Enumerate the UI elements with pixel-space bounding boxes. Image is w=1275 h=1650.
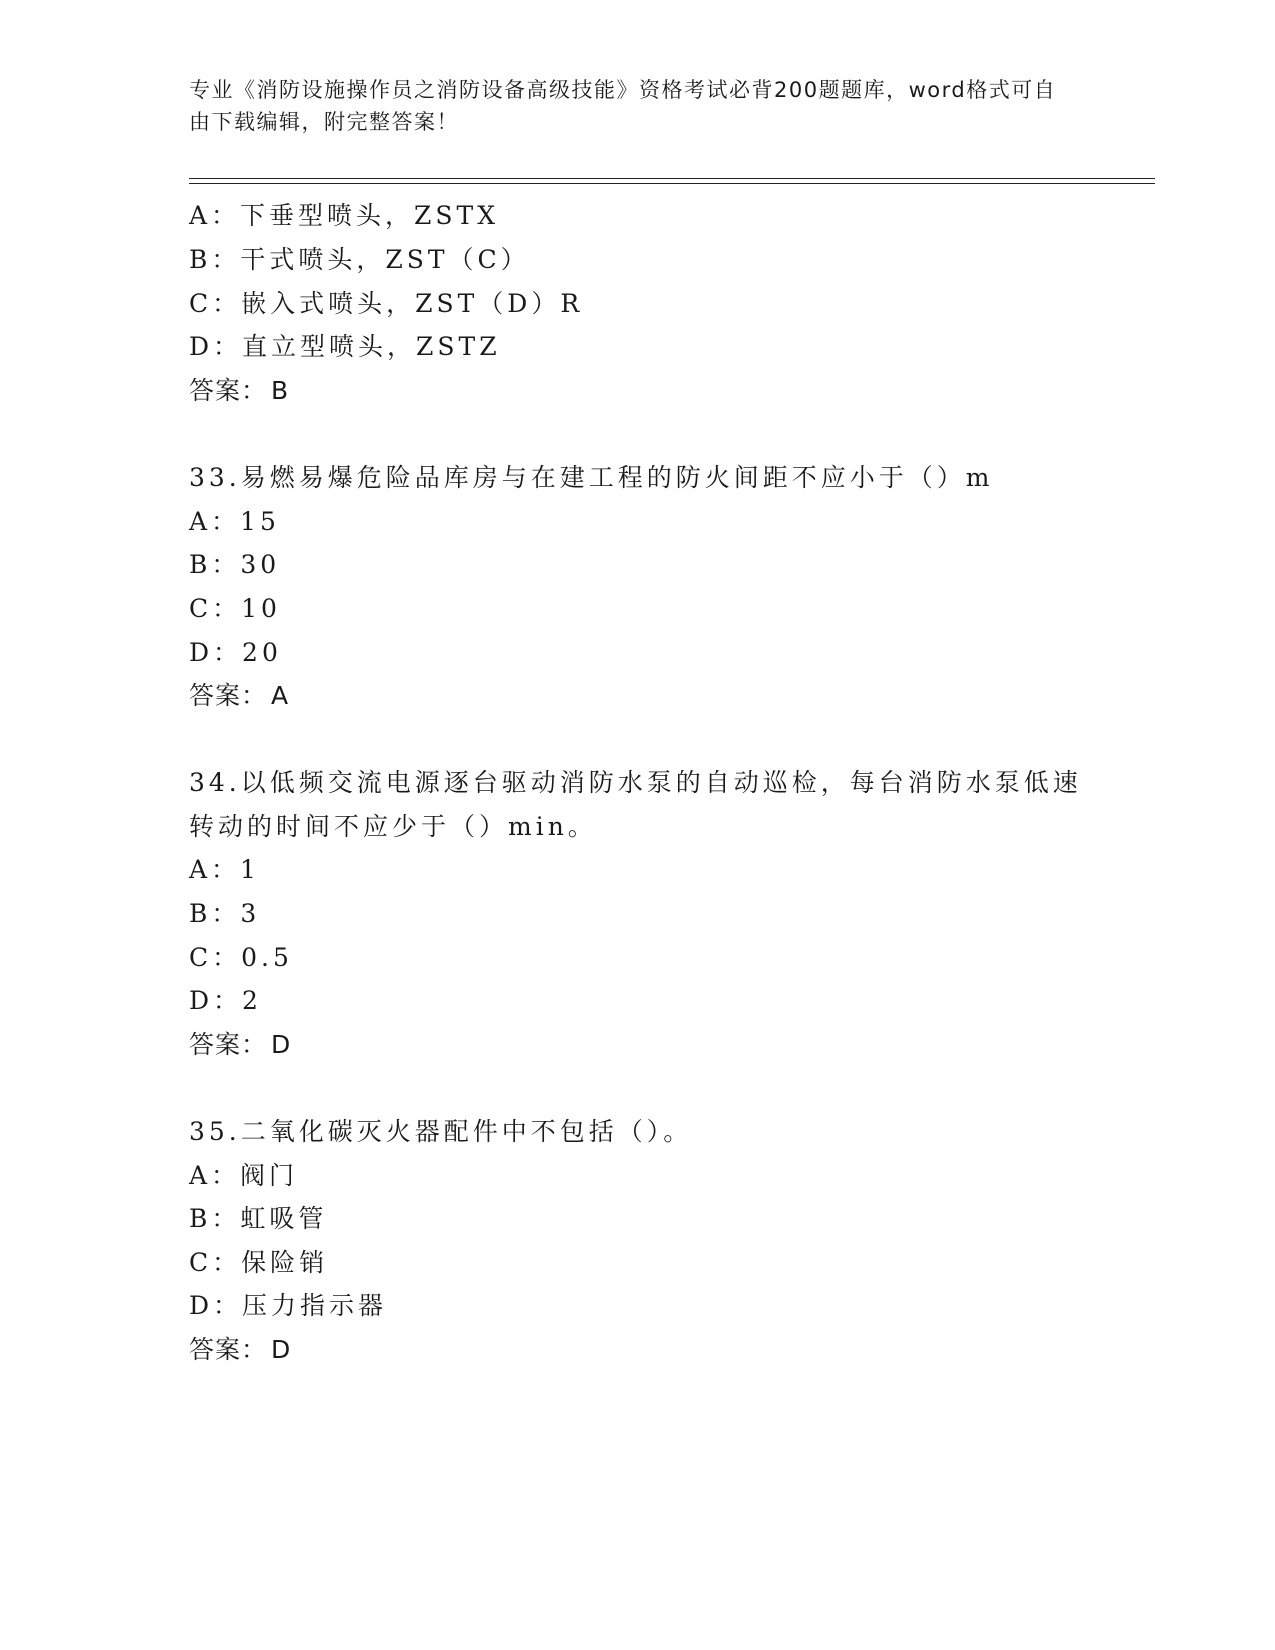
answer-label: 答案：: [189, 1030, 268, 1059]
q32-option-b: B：干式喷头，ZST（C）: [189, 245, 530, 274]
q32-option-c: C：嵌入式喷头，ZST（D）R: [189, 289, 584, 318]
q33-answer: [189, 680, 289, 712]
q35-answer: [189, 1334, 291, 1366]
answer-label: 答案：: [189, 681, 268, 710]
q33-question: 33.易燃易爆危险品库房与在建工程的防火间距不应小于（）m: [189, 463, 994, 492]
q34-option-a: A：1: [189, 855, 260, 884]
q35-option-b: B：虹吸管: [189, 1204, 328, 1233]
q35-option-a: A：阀门: [189, 1161, 299, 1190]
q32-answer: [189, 375, 289, 407]
answer-value: A: [271, 681, 290, 710]
q33-option-d: D：20: [189, 638, 282, 667]
q34-question-line-2: 转动的时间不应少于（）min。: [189, 812, 597, 841]
q34-option-c: C：0.5: [189, 943, 293, 972]
header-divider-bottom: [189, 183, 1155, 184]
q34-answer: [189, 1029, 291, 1061]
q35-option-d: D：压力指示器: [189, 1291, 388, 1320]
answer-label: 答案：: [189, 376, 268, 405]
q34-option-d: D：2: [189, 986, 262, 1015]
q33-option-c: C：10: [189, 594, 281, 623]
q32-option-a: A：下垂型喷头，ZSTX: [189, 201, 500, 230]
q33-option-b: B：30: [189, 550, 281, 579]
q34-question-line-1: 34.以低频交流电源逐台驱动消防水泵的自动巡检，每台消防水泵低速: [189, 768, 1082, 797]
q35-question: 35.二氧化碳灭火器配件中不包括（）。: [189, 1117, 693, 1146]
answer-value: B: [271, 376, 290, 405]
answer-label: 答案：: [189, 1335, 268, 1364]
q34-option-b: B：3: [189, 899, 261, 928]
q33-option-a: A：15: [189, 507, 280, 536]
q35-option-c: C：保险销: [189, 1248, 329, 1277]
answer-value: D: [271, 1030, 292, 1059]
answer-value: D: [271, 1335, 292, 1364]
q32-option-d: D：直立型喷头，ZSTZ: [189, 332, 501, 361]
header-divider-top: [189, 178, 1155, 179]
document-header: 专业《消防设施操作员之消防设备高级技能》资格考试必背200题题库，word格式可自由下载编辑，附完整答案！: [189, 78, 1057, 134]
